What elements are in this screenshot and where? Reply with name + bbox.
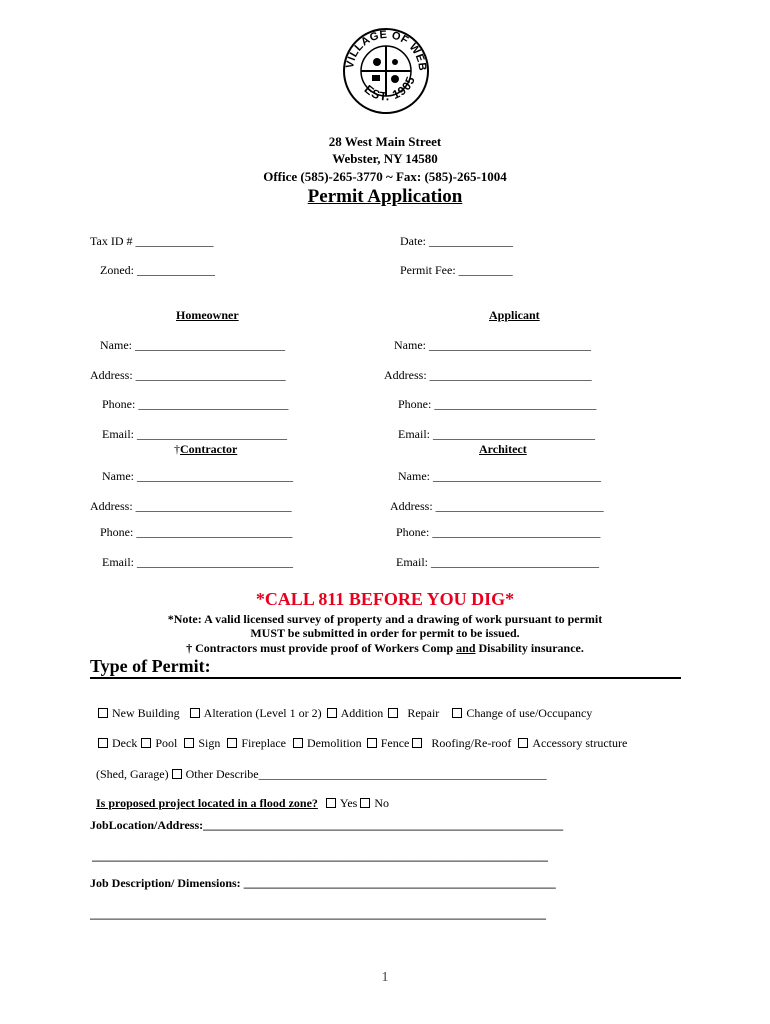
- homeowner-name-field[interactable]: Name: _________________________: [100, 338, 285, 352]
- job-description-label: Job Description/ Dimensions:: [90, 876, 244, 890]
- option-label: Deck: [112, 736, 138, 750]
- applicant-address-field[interactable]: Address: ___________________________: [384, 368, 592, 382]
- job-location-field[interactable]: ____________________________________________________________: [203, 818, 564, 832]
- job-location-field-2[interactable]: ____________________________________________________________________________: [92, 849, 548, 863]
- tax-id-field[interactable]: Tax ID # _____________: [90, 234, 214, 248]
- permit-type-row-2: [92, 721, 627, 751]
- permit-fee-field[interactable]: Permit Fee: _________: [400, 263, 513, 277]
- svg-text:VILLAGE OF WEBSTER: VILLAGE OF WEB: [343, 28, 429, 72]
- permit-type-row-3: [90, 752, 547, 782]
- permit-option-change-of-use[interactable]: [452, 706, 592, 721]
- flood-zone-question: Is proposed project located in a flood zone?: [96, 796, 318, 810]
- permit-option-new-building[interactable]: [98, 706, 180, 721]
- applicant-name-field[interactable]: Name: ___________________________: [394, 338, 591, 352]
- permit-option-fireplace[interactable]: [227, 736, 286, 751]
- survey-note-line1: *Note: A valid licensed survey of property and a drawing of work pursuant to permit: [167, 612, 603, 626]
- applicant-phone-field[interactable]: Phone: ___________________________: [398, 397, 597, 411]
- architect-phone-field[interactable]: Phone: ____________________________: [396, 525, 601, 539]
- insurance-note-part1: † Contractors must provide proof of Workers Comp: [186, 641, 457, 655]
- homeowner-phone-field[interactable]: Phone: _________________________: [102, 397, 289, 411]
- permit-option-demolition[interactable]: [293, 736, 362, 751]
- checkbox[interactable]: [388, 708, 398, 718]
- option-label: Change of use/Occupancy: [466, 706, 593, 720]
- homeowner-heading: Homeowner: [176, 308, 239, 322]
- checkbox[interactable]: [98, 708, 108, 718]
- flood-zone-no[interactable]: [360, 796, 389, 811]
- option-label: Accessory structure: [532, 736, 628, 750]
- seal-graphic: [341, 16, 431, 121]
- permit-option-accessory-structure[interactable]: [518, 736, 627, 751]
- page-number: 1: [381, 970, 389, 985]
- village-seal: [341, 16, 431, 121]
- contractor-heading: [174, 442, 237, 457]
- checkbox[interactable]: [360, 798, 370, 808]
- permit-option-roofing[interactable]: [412, 736, 511, 751]
- job-location-label: JobLocation/Address:: [90, 818, 204, 832]
- option-label: Pool: [155, 736, 178, 750]
- architect-heading: Architect: [479, 442, 527, 456]
- option-label: Sign: [198, 736, 221, 750]
- page-title: Permit Application: [307, 186, 463, 207]
- contractor-phone-field[interactable]: Phone: __________________________: [100, 525, 293, 539]
- permit-option-alteration[interactable]: [190, 706, 322, 721]
- dagger-mark: †: [174, 442, 180, 456]
- checkbox[interactable]: [190, 708, 200, 718]
- option-label: Repair: [407, 706, 440, 720]
- option-label: New Building: [112, 706, 180, 720]
- contractor-insurance-note: [0, 641, 770, 656]
- flood-zone-yes[interactable]: [326, 796, 357, 811]
- flood-zone-question-row: [90, 781, 389, 811]
- survey-note-line2: MUST be submitted in order for permit to be issued.: [250, 626, 520, 640]
- option-label: Fence: [380, 736, 410, 750]
- insurance-note-and: and: [456, 641, 476, 655]
- contractor-address-field[interactable]: Address: __________________________: [90, 499, 292, 513]
- checkbox[interactable]: [98, 738, 108, 748]
- permit-option-fence[interactable]: [367, 736, 410, 751]
- option-label: Addition: [340, 706, 384, 720]
- call-811-warning: *CALL 811 BEFORE YOU DIG*: [255, 589, 515, 609]
- permit-option-other[interactable]: [172, 767, 547, 782]
- zoned-field[interactable]: Zoned: _____________: [100, 263, 215, 277]
- city-state-zip: Webster, NY 14580: [332, 151, 438, 166]
- checkbox[interactable]: [327, 708, 337, 718]
- option-label: Fireplace: [241, 736, 287, 750]
- checkbox[interactable]: [367, 738, 377, 748]
- checkbox[interactable]: [184, 738, 194, 748]
- permit-option-addition[interactable]: [327, 706, 384, 721]
- svg-text:EST. 1905: EST. 1905: [361, 73, 419, 104]
- street-address: 28 West Main Street: [328, 134, 442, 149]
- permit-option-pool[interactable]: [141, 736, 177, 751]
- permit-option-deck[interactable]: [98, 736, 137, 751]
- option-label: Demolition: [307, 736, 362, 750]
- checkbox[interactable]: [326, 798, 336, 808]
- job-description-row: [90, 876, 556, 891]
- option-label: No: [374, 796, 390, 810]
- checkbox[interactable]: [518, 738, 528, 748]
- option-label: Yes: [339, 796, 358, 810]
- office-fax-line: Office (585)-265-3770 ~ Fax: (585)-265-1004: [263, 169, 507, 184]
- checkbox[interactable]: [141, 738, 151, 748]
- checkbox[interactable]: [452, 708, 462, 718]
- permit-option-repair[interactable]: [388, 706, 439, 721]
- checkbox[interactable]: [293, 738, 303, 748]
- checkbox[interactable]: [412, 738, 422, 748]
- homeowner-address-field[interactable]: Address: _________________________: [90, 368, 286, 382]
- job-location-row: [90, 818, 563, 833]
- contractor-name-field[interactable]: Name: __________________________: [102, 469, 293, 483]
- architect-address-field[interactable]: Address: ____________________________: [390, 499, 604, 513]
- type-of-permit-rule: [90, 677, 681, 679]
- insurance-note-part2: Disability insurance.: [475, 641, 584, 655]
- architect-email-field[interactable]: Email: ____________________________: [396, 555, 599, 569]
- checkbox[interactable]: [172, 769, 182, 779]
- job-description-field-2[interactable]: ____________________________________________________________________________: [90, 907, 546, 921]
- contractor-heading-label: Contractor: [180, 442, 238, 456]
- date-field[interactable]: Date: ______________: [400, 234, 513, 248]
- type-of-permit-heading: Type of Permit:: [90, 656, 211, 676]
- permit-option-sign[interactable]: [184, 736, 220, 751]
- accessory-structure-examples: (Shed, Garage): [96, 767, 169, 781]
- option-label: Alteration (Level 1 or 2): [203, 706, 322, 720]
- permit-type-row-1: [92, 691, 592, 721]
- checkbox[interactable]: [227, 738, 237, 748]
- contractor-email-field[interactable]: Email: __________________________: [102, 555, 293, 569]
- homeowner-email-field[interactable]: Email: _________________________: [102, 427, 287, 441]
- applicant-email-field[interactable]: Email: ___________________________: [398, 427, 595, 441]
- other-describe-field[interactable]: Other Describe________________________________________________: [185, 767, 547, 781]
- job-description-field[interactable]: ____________________________________________________: [243, 876, 556, 890]
- option-label: Roofing/Re-roof: [431, 736, 512, 750]
- applicant-heading: Applicant: [489, 308, 540, 322]
- architect-name-field[interactable]: Name: ____________________________: [398, 469, 601, 483]
